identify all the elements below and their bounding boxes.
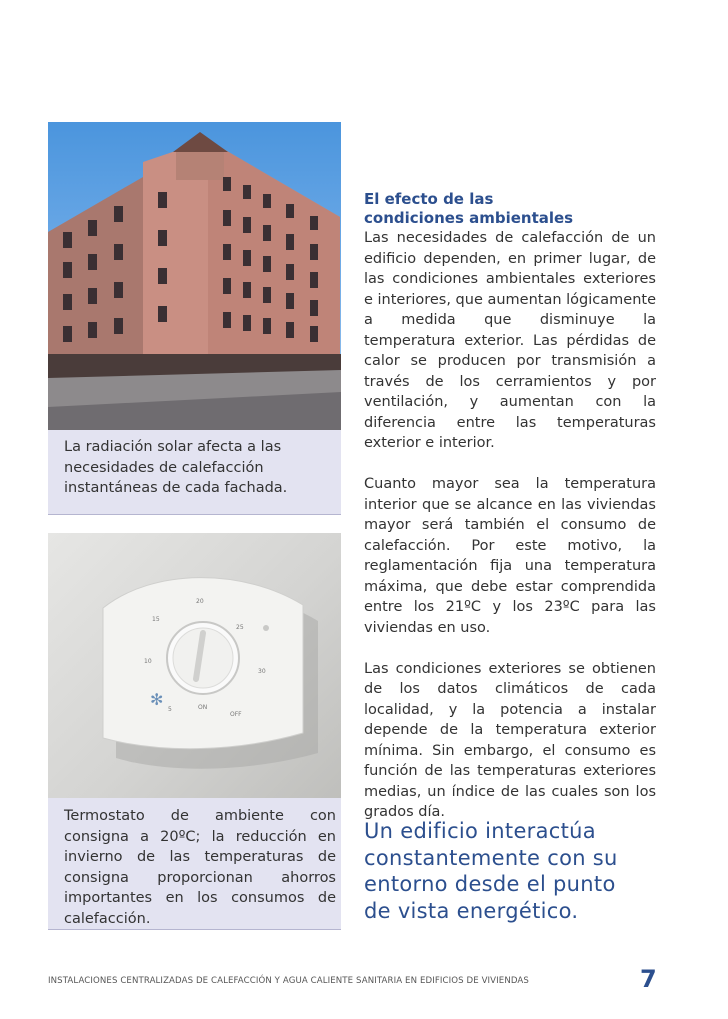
dial-label: ON (198, 704, 208, 711)
dial-label: 20 (196, 598, 204, 605)
running-footer: INSTALACIONES CENTRALIZADAS DE CALEFACCIÓN Y AGUA CALIENTE SANITARIA EN EDIFICIOS DE VIVIENDAS (48, 976, 529, 986)
page-number: 7 (640, 965, 657, 993)
pull-quote-line2: constantemente con su (364, 845, 618, 870)
article-heading (364, 190, 656, 228)
article-paragraph-2: Cuanto mayor sea la temperatura interior que se alcance en las viviendas mayor será también el consumo de calefacción. Por este motivo, la reglamentación fija una temperatura máxima, que debe estar comprendida entre los 21ºC y los 23ºC para las viviendas en uso. (364, 476, 656, 636)
pull-quote-line3: entorno desde el punto (364, 872, 616, 896)
dial-label: 15 (152, 616, 160, 623)
dial-label: 30 (258, 668, 266, 675)
dial-label: OFF (230, 711, 242, 718)
pull-quote-line1: Un edificio interactúa (364, 819, 596, 843)
article (364, 190, 656, 823)
article-paragraph-3: Las condiciones exteriores se obtienen de los datos climáticos de cada localidad, y la potencia a instalar depende de la temperatura exterior mínima. Sin embargo, el consumo es función de las temperaturas exteriores medias, un índice de las cuales son los grados día. (364, 660, 656, 820)
dial-label: 10 (144, 658, 152, 665)
building-photo (48, 122, 341, 430)
article-heading-line2: condiciones ambientales (364, 209, 574, 227)
building-caption: La radiación solar afecta a las necesidades de calefacción instantáneas de cada fachada. (64, 439, 288, 496)
thermostat-photo (48, 533, 341, 798)
thermostat-caption: Termostato de ambiente con consigna a 20ºC; la reducción en invierno de las temperaturas de consigna proporcionan ahorros importantes en los consumos de calefacción. (64, 808, 336, 927)
article-paragraph-1: Las necesidades de calefacción de un edificio dependen, en primer lugar, de las condiciones ambientales exteriores e interiores, que aumentan lógicamente a medida que disminuye la temperatura exterior. Las pérdidas de calor se producen por transmisión a través de los cerramientos y por ventilación, y aumentan con la diferencia entre las temperaturas exterior e interior. (364, 230, 656, 451)
pull-quote (364, 818, 664, 924)
svg-text:✻: ✻ (150, 690, 164, 709)
dial-label: 5 (168, 706, 172, 713)
dial-label: 25 (236, 624, 244, 631)
article-heading-line1: El efecto de las (364, 190, 494, 208)
pull-quote-line4: de vista energético. (364, 898, 579, 923)
